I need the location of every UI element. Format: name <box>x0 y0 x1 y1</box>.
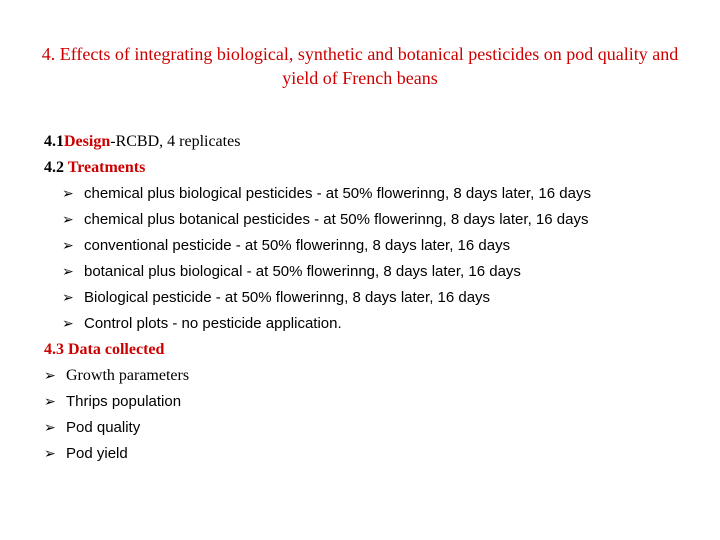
arrow-bullet-icon: ➢ <box>44 394 56 410</box>
treatment-item: ➢ chemical plus botanical pesticides - at 50% flowerinng, 8 days later, 16 days <box>44 209 704 235</box>
arrow-bullet-icon: ➢ <box>62 212 74 228</box>
arrow-bullet-icon: ➢ <box>62 316 74 332</box>
treatment-item: ➢ Control plots - no pesticide application. <box>44 313 704 339</box>
arrow-bullet-icon: ➢ <box>62 238 74 254</box>
design-number: 4.1 <box>44 133 64 150</box>
data-collected-heading: 4.3 Data collected <box>44 341 165 358</box>
data-item: ➢ Thrips population <box>44 391 704 417</box>
data-item: ➢ Growth parameters <box>44 365 704 391</box>
design-text: -RCBD, 4 replicates <box>110 133 241 150</box>
arrow-bullet-icon: ➢ <box>62 186 74 202</box>
data-item: ➢ Pod quality <box>44 417 704 443</box>
arrow-bullet-icon: ➢ <box>62 290 74 306</box>
arrow-bullet-icon: ➢ <box>44 420 56 436</box>
slide-title: 4. Effects of integrating biological, synthetic and botanical pesticides on pod quality and yield of French beans <box>41 44 679 88</box>
arrow-bullet-icon: ➢ <box>44 446 56 462</box>
treatment-item: ➢ conventional pesticide - at 50% flowerinng, 8 days later, 16 days <box>44 235 704 261</box>
treatments-heading <box>44 157 704 183</box>
design-word: Design <box>64 133 111 150</box>
design-line <box>44 131 704 157</box>
treatment-item: ➢ botanical plus biological - at 50% flowerinng, 8 days later, 16 days <box>44 261 704 287</box>
design-label <box>44 133 110 150</box>
arrow-bullet-icon: ➢ <box>44 368 56 384</box>
treatments-number: 4.2 <box>44 159 64 176</box>
treatments-word: Treatments <box>67 159 146 176</box>
arrow-bullet-icon: ➢ <box>62 264 74 280</box>
treatment-item: ➢ chemical plus biological pesticides - at 50% flowerinng, 8 days later, 16 days <box>44 183 704 209</box>
slide-content <box>44 131 704 469</box>
data-item: ➢ Pod yield <box>44 443 704 469</box>
treatment-item: ➢ Biological pesticide - at 50% flowerinng, 8 days later, 16 days <box>44 287 704 313</box>
